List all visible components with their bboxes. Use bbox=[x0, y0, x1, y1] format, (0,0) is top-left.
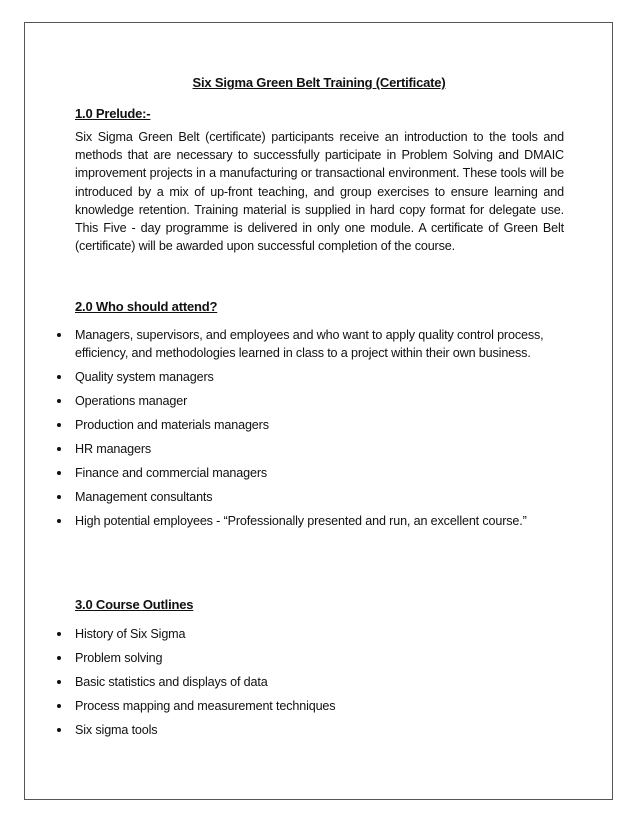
list-item-text: Quality system managers bbox=[75, 370, 214, 384]
list-item bbox=[0, 488, 638, 506]
bullet-icon bbox=[57, 447, 61, 451]
bullet-icon bbox=[57, 333, 61, 337]
section-heading-course-outlines: 3.0 Course Outlines bbox=[75, 597, 194, 612]
section-heading-who-should-attend: 2.0 Who should attend? bbox=[75, 299, 218, 314]
bullet-icon bbox=[57, 680, 61, 684]
course-outline-list bbox=[0, 625, 638, 745]
bullet-icon bbox=[57, 728, 61, 732]
list-item bbox=[0, 512, 638, 530]
list-item-text: Finance and commercial managers bbox=[75, 466, 268, 480]
list-item-text: Operations manager bbox=[75, 394, 188, 408]
list-item-text: HR managers bbox=[75, 442, 152, 456]
bullet-icon bbox=[57, 519, 61, 523]
list-item bbox=[0, 392, 638, 410]
bullet-icon bbox=[57, 423, 61, 427]
document-title: Six Sigma Green Belt Training (Certificate) bbox=[192, 75, 446, 90]
list-item-text: Basic statistics and displays of data bbox=[75, 675, 268, 689]
list-item-text: High potential employees - “Professionally presented and run, an excellent course.” bbox=[75, 514, 527, 528]
prelude-paragraph: Six Sigma Green Belt (certificate) participants receive an introduction to the tools and methods that are necessary to successfully participate in Problem Solving and DMAIC improvement projects in a manufacturing or transactional environment. These tools will be introduced by a mix of up-front teaching, and group exercises to ensure learning and knowledge retention. Training material is supplied in hard copy format for delegate use. This Five - day programme is delivered in only one module. A certificate of Green Belt (certificate) will be awarded upon successful completion of the course. bbox=[75, 130, 564, 254]
section-heading-prelude: 1.0 Prelude:- bbox=[75, 106, 151, 121]
list-item-text: Management consultants bbox=[75, 490, 213, 504]
list-item bbox=[0, 625, 638, 643]
list-item bbox=[0, 326, 638, 362]
bullet-icon bbox=[57, 632, 61, 636]
attendee-list bbox=[0, 326, 638, 536]
bullet-icon bbox=[57, 656, 61, 660]
list-item-text: Process mapping and measurement techniques bbox=[75, 699, 336, 713]
list-item bbox=[0, 368, 638, 386]
list-item bbox=[0, 721, 638, 739]
list-item bbox=[0, 440, 638, 458]
bullet-icon bbox=[57, 704, 61, 708]
bullet-icon bbox=[57, 471, 61, 475]
bullet-icon bbox=[57, 495, 61, 499]
bullet-icon bbox=[57, 399, 61, 403]
list-item bbox=[0, 416, 638, 434]
list-item-text: Problem solving bbox=[75, 651, 163, 665]
bullet-icon bbox=[57, 375, 61, 379]
list-item-text: Production and materials managers bbox=[75, 418, 269, 432]
list-item bbox=[0, 697, 638, 715]
list-item bbox=[0, 464, 638, 482]
list-item bbox=[0, 673, 638, 691]
list-item bbox=[0, 649, 638, 667]
list-item-text: History of Six Sigma bbox=[75, 627, 186, 641]
list-item-text: Managers, supervisors, and employees and who want to apply quality control process, efficiency, and methodologies learned in class to a project within their own business. bbox=[75, 328, 544, 360]
list-item-text: Six sigma tools bbox=[75, 723, 158, 737]
